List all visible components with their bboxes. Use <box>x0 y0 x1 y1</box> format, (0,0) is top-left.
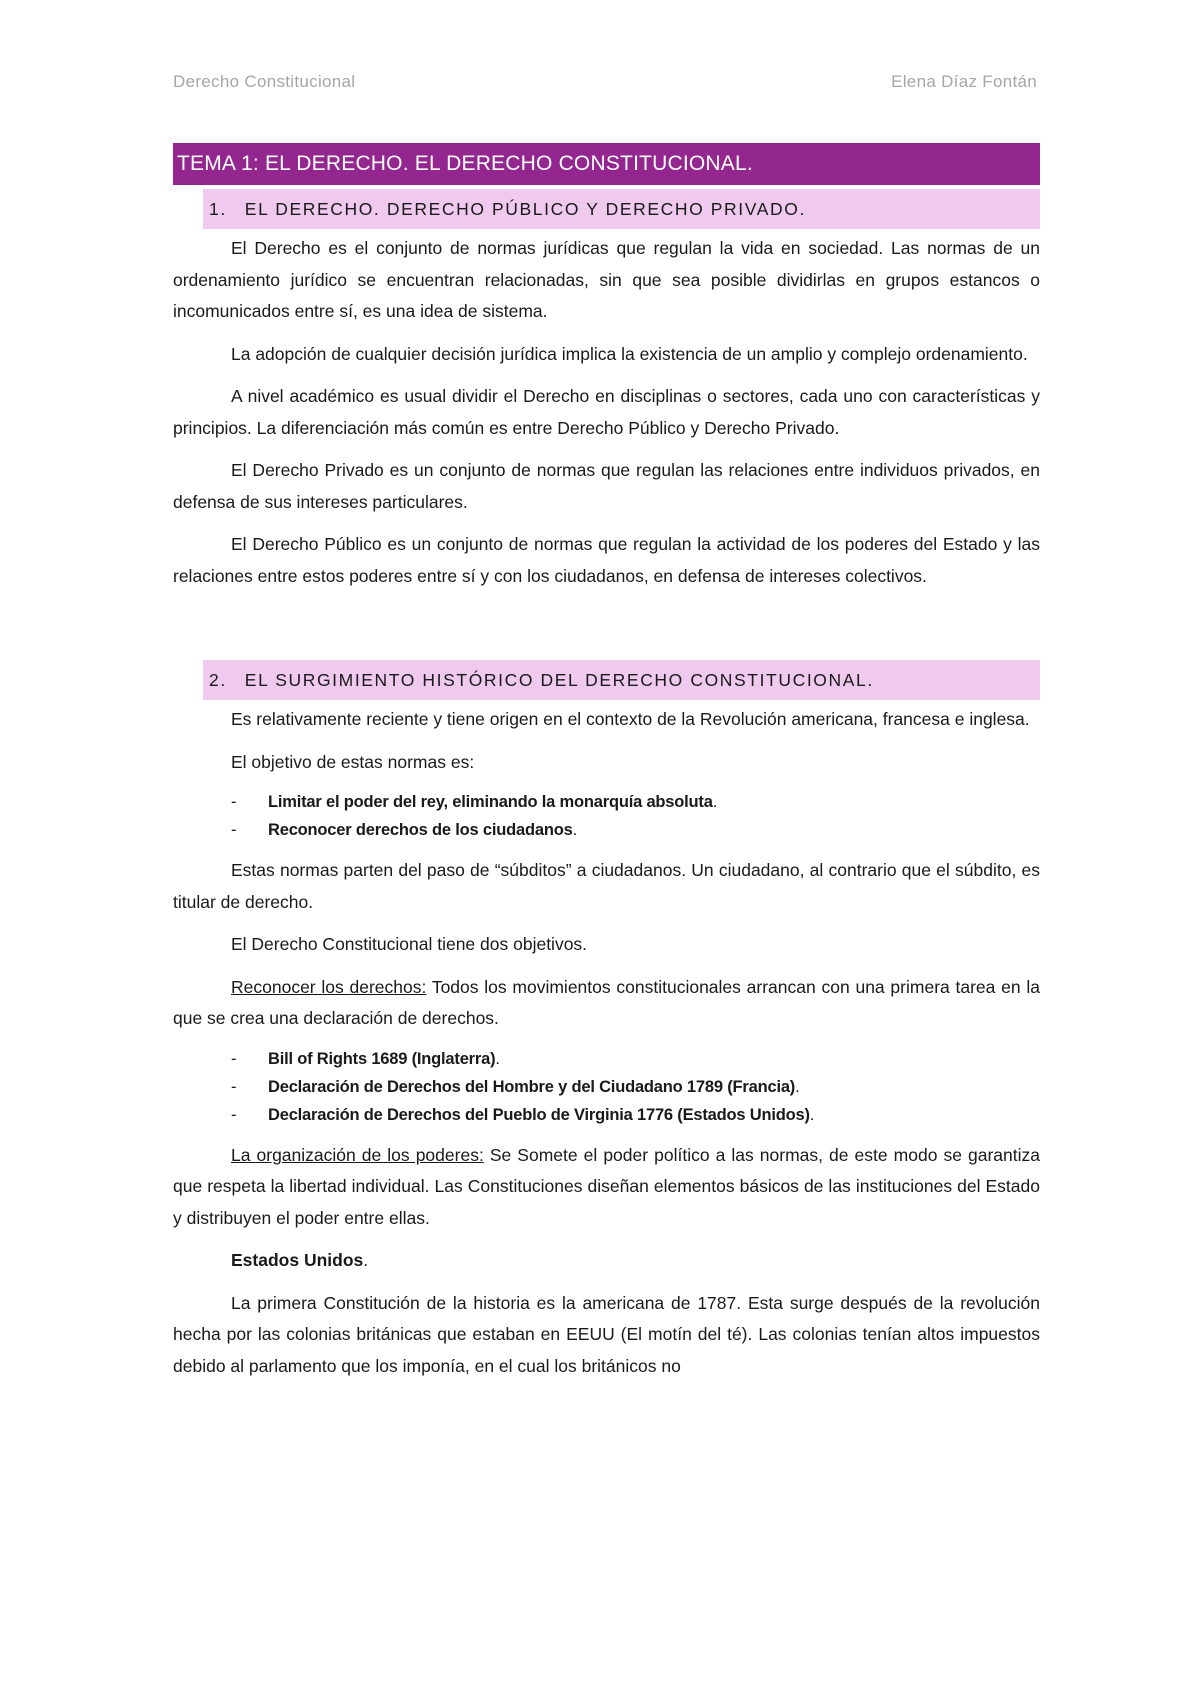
underlined-label: La organización de los poderes: <box>231 1144 484 1165</box>
paragraph: Estas normas parten del paso de “súbditos” a ciudadanos. Un ciudadano, al contrario que el súbdito, es titular de derecho. <box>173 860 1040 912</box>
paragraph: Reconocer los derechos: Todos los movimientos constitucionales arrancan con una primera tarea en la que se crea una declaración de derechos. <box>173 976 1041 1028</box>
tema-title: TEMA 1: EL DERECHO. EL DERECHO CONSTITUCIONAL. <box>173 143 1040 185</box>
paragraph: A nivel académico es usual dividir el Derecho en disciplinas o sectores, cada uno con características y principios. La diferenciación más común es entre Derecho Público y Derecho Privado. <box>173 386 1040 438</box>
paragraph: La adopción de cualquier decisión jurídica implica la existencia de un amplio y complejo ordenamiento. <box>231 343 1028 364</box>
paragraph: El Derecho es el conjunto de normas jurídicas que regulan la vida en sociedad. Las normas de un ordenamiento jurídico se encuentran relacionadas, sin que sea posible dividirlas en grupos estancos o incomunicados entre sí, es una idea de sistema. <box>173 238 1040 321</box>
paragraph: El Derecho Público es un conjunto de normas que regulan la actividad de los poderes del Estado y las relaciones entre estos poderes entre sí y con los ciudadanos, en defensa de intereses colectivos. <box>173 534 1040 586</box>
declarations-list <box>173 1045 1040 1129</box>
document-body <box>173 143 1040 1382</box>
list-item: - Limitar el poder del rey, eliminando la monarquía absoluta. <box>231 793 718 811</box>
paragraph: El Derecho Privado es un conjunto de normas que regulan las relaciones entre individuos privados, en defensa de sus intereses particulares. <box>173 460 1040 512</box>
section-1-heading <box>203 189 1040 229</box>
paragraph: La primera Constitución de la historia es la americana de 1787. Esta surge después de la revolución hecha por las colonias británicas que estaban en EEUU (El motín del té). Las colonias tenían altos impuestos debido al parlamento que los imponía, en el cual los británicos no <box>173 1292 1040 1376</box>
paragraph: La organización de los poderes: Se Somete el poder político a las normas, de este modo se garantiza que respeta la libertad individual. Las Constituciones diseñan elementos básicos de las instituciones del Estado y distribuyen el poder entre ellas. <box>173 1144 1041 1228</box>
section-1-title: EL DERECHO. DERECHO PÚBLICO Y DERECHO PRIVADO. <box>244 199 806 219</box>
list-item: - Bill of Rights 1689 (Inglaterra). <box>231 1049 500 1068</box>
section-2-title: EL SURGIMIENTO HISTÓRICO DEL DERECHO CONSTITUCIONAL. <box>244 670 874 690</box>
section-2-number: 2. <box>209 670 227 690</box>
list-item: - Reconocer derechos de los ciudadanos. <box>231 821 577 839</box>
objectives-list <box>173 788 1040 844</box>
section-1-number: 1. <box>209 199 227 219</box>
section-2-heading <box>203 660 1040 700</box>
list-item: - Declaración de Derechos del Pueblo de Virginia 1776 (Estados Unidos). <box>231 1105 815 1124</box>
paragraph: El Derecho Constitucional tiene dos objetivos. <box>231 934 588 954</box>
underlined-label: Reconocer los derechos: <box>231 976 427 997</box>
header-author: Elena Díaz Fontán <box>891 72 1037 91</box>
paragraph: Es relativamente reciente y tiene origen en el contexto de la Revolución americana, francesa e inglesa. <box>231 709 1030 729</box>
running-header <box>173 72 1037 92</box>
subheading: Estados Unidos. <box>231 1250 369 1270</box>
paragraph: El objetivo de estas normas es: <box>231 751 475 772</box>
list-item: - Declaración de Derechos del Hombre y del Ciudadano 1789 (Francia). <box>231 1077 800 1096</box>
header-course-title: Derecho Constitucional <box>173 72 356 91</box>
